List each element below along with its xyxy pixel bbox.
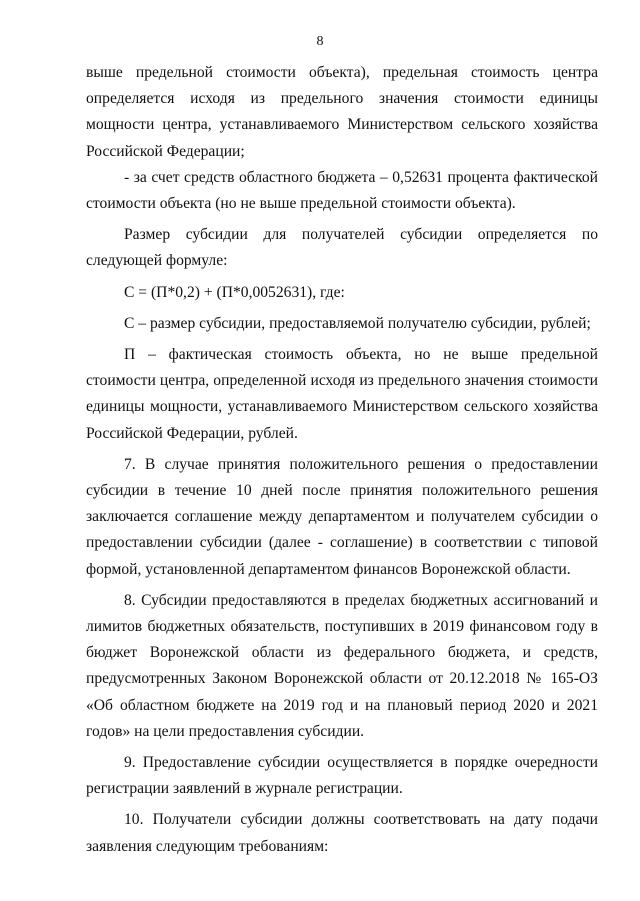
paragraph-item-10: 10. Получатели субсидии должны соответствовать на дату подачи заявления следующим требованиям: [86,811,598,855]
page-number: 8 [316,34,324,49]
document-body [86,60,598,865]
paragraph-item-9: 9. Предоставление субсидии осуществляется в порядке очередности регистрации заявлений в журнале регистрации. [86,754,598,798]
paragraph-subsidy-formula-intro: Размер субсидии для получателей субсидии определяется по следующей формуле: [86,226,598,270]
paragraph-definition-p: П – фактическая стоимость объекта, но не выше предельной стоимости центра, определенной исходя из предельного значения стоимости единицы мощности, устанавливаемого Министерством сельского хозяйства Российской Федерации, рублей. [86,346,598,442]
paragraph-regional-budget-share: - за счет средств областного бюджета – 0,52631 процента фактической стоимости объекта (но не выше предельной стоимости объекта). [86,168,598,213]
paragraph-item-7: 7. В случае принятия положительного решения о предоставлении субсидии в течение 10 дней после принятия положительного решения заключается соглашение между департаментом и получателем субсидии о предоставлении субсидии (далее - соглашение) в соответствии с типовой формой, установленной департаментом финансов Воронежской области. [86,455,598,578]
paragraph-definition-c: С – размер субсидии, предоставляемой получателю субсидии, рублей; [124,314,591,332]
paragraph-continuation: выше предельной стоимости объекта), предельная стоимость центра определяется исходя из предельного значения стоимости единицы мощности центра, устанавливаемого Министерством сельского хозяйства Российской Федерации; [86,64,598,160]
paragraph-formula: С = (П*0,2) + (П*0,0052631), где: [124,283,345,301]
paragraph-item-8: 8. Субсидии предоставляются в пределах бюджетных ассигнований и лимитов бюджетных обязательств, поступивших в 2019 финансовом году в бюджет Воронежской области из федерального бюджета, и средств, предусмотренных Законом Воронежской области от 20.12.2018 № 165-ОЗ «Об областном бюджете на 2019 год и на плановый период 2020 и 2021 годов» на цели предоставления субсидии. [86,591,598,740]
